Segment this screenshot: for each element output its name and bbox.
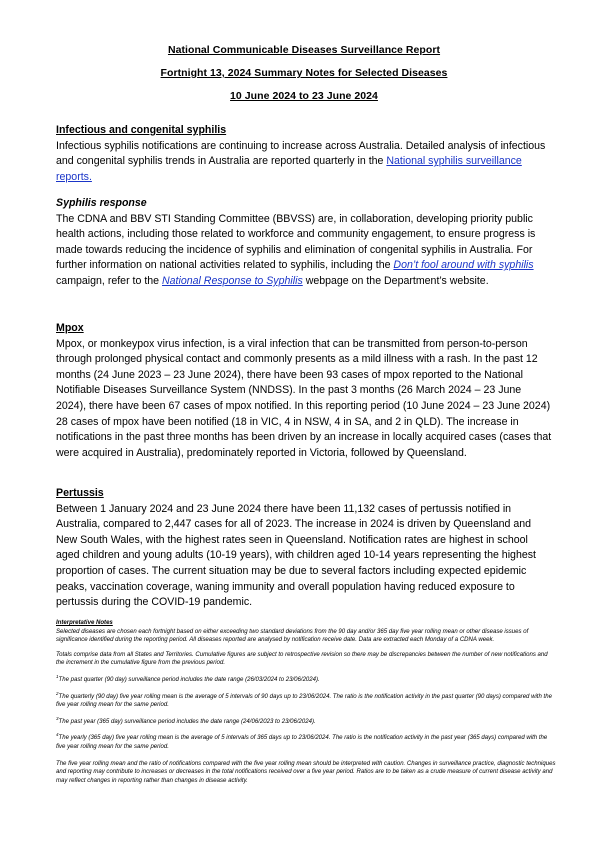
notes-paragraph-4 bbox=[56, 690, 556, 710]
notes-heading: Interpretative Notes bbox=[56, 620, 113, 626]
notes-paragraph-3 bbox=[56, 673, 556, 685]
syphilis-response-section bbox=[56, 196, 552, 290]
dont-fool-around-link[interactable]: Don’t fool around with syphilis bbox=[393, 259, 534, 272]
notes-paragraph-6-text: The yearly (365 day) five year rolling mean is the average of 5 intervals of 365 days up to 23/06/2024. The ratio is the notification activity in the past year (365 days) compared with the five year rolling mean for the same period. bbox=[56, 735, 548, 750]
syphilis-heading: Infectious and congenital syphilis bbox=[56, 124, 227, 136]
interpretative-notes bbox=[56, 619, 556, 785]
syphilis-section bbox=[56, 123, 552, 185]
syphilis-reports-link[interactable]: National syphilis surveillance reports. bbox=[56, 155, 522, 183]
footnote-marker-4: 4 bbox=[56, 732, 59, 738]
national-response-link[interactable]: National Response to Syphilis bbox=[162, 274, 303, 287]
pertussis-paragraph: Between 1 January 2024 and 23 June 2024 there have been 11,132 cases of pertussis notified in Australia, compared to 2,447 cases for all of 2023. The increase in 2024 is driven by Queensland and New South Wales, with the highest rates seen in Queensland. Notification rates are highest in school aged children and young adults (10-19 years), with children aged 10-14 years representing the highest proportion of cases. The current situation may be due to several factors including expected epidemic peaks, vaccination coverage, waning immunity and overall population having reduced exposure to pertussis during the COVID-19 pandemic. bbox=[56, 502, 536, 609]
footnote-marker-2: 2 bbox=[56, 690, 59, 696]
syphilis-paragraph bbox=[56, 139, 552, 186]
syphilis-text: Infectious syphilis notifications are continuing to increase across Australia. Detailed analysis of infectious and congenital syphilis trends in Australia are reported quarterly in the bbox=[56, 139, 546, 168]
syphilis-response-text-2: campaign, refer to the bbox=[56, 274, 162, 287]
report-date-range: 10 June 2024 to 23 June 2024 bbox=[230, 90, 378, 102]
syphilis-response-paragraph bbox=[56, 212, 552, 290]
mpox-paragraph: Mpox, or monkeypox virus infection, is a viral infection that can be transmitted from person-to-person through prolonged physical contact and commonly presents as a mild illness with a rash. In the past 12 months (24 June 2023 – 23 June 2024), there have been 93 cases of mpox reported to the National Notifiable Diseases Surveillance System (NNDSS). In the past 3 months (26 March 2024 – 23 June 2024), there have been 67 cases of mpox notified. In this reporting period (10 June 2024 – 23 June 2024) 28 cases of mpox have been notified (18 in VIC, 4 in NSW, 4 in SA, and 2 in QLD). The increase in notifications in the past three months has been driven by an increase in locally acquired cases (cases that were acquired in Australia), predominately reported in Victoria, followed by Queensland. bbox=[56, 337, 552, 459]
notes-paragraph-5-text: The past year (365 day) surveillance period includes the date range (24/06/2023 to 23/06/2024). bbox=[58, 718, 316, 725]
syphilis-response-text-3: webpage on the Department’s website. bbox=[302, 274, 489, 287]
report-title: National Communicable Diseases Surveillance Report bbox=[167, 44, 441, 56]
syphilis-response-heading: Syphilis response bbox=[56, 197, 147, 209]
footnote-marker-3: 3 bbox=[56, 715, 59, 721]
pertussis-section bbox=[56, 486, 552, 611]
pertussis-heading: Pertussis bbox=[56, 487, 104, 499]
syphilis-response-text-1: The CDNA and BBV STI Standing Committee (BBVSS) are, in collaboration, developing priority public health actions, including those related to workforce and community engagement, to ensure progress is made towards reducing the incidence of syphilis and elimination of congenital syphilis in Australia. For further information on national activities related to syphilis, including the bbox=[56, 212, 536, 272]
notes-paragraph-6 bbox=[56, 734, 556, 751]
notes-paragraph-7: The five year rolling mean and the ratio of notifications compared with the five year rolling mean should be interpreted with caution. Changes in surveillance practice, diagnostic techniques and reporting may contribute to increases or decreases in the total notifications received over a five year period. Ratios are to be taken as a crude measure of current disease activity and may reflect changes in reporting rather than changes in disease activity. bbox=[56, 760, 556, 784]
notes-paragraph-3-text: The past quarter (90 day) surveillance period includes the date range (26/03/2024 to 23/06/2024). bbox=[58, 676, 320, 683]
notes-paragraph-5 bbox=[56, 715, 556, 727]
report-subtitle: Fortnight 13, 2024 Summary Notes for Selected Diseases bbox=[160, 67, 448, 79]
notes-paragraph-4-text: The quarterly (90 day) five year rolling mean is the average of 5 intervals of 90 days up to 23/06/2024. The ratio is the notification activity in the past quarter (90 days) compared with the five year rolling mean for the same period. bbox=[56, 693, 552, 709]
notes-paragraph-2: Totals comprise data from all States and Territories. Cumulative figures are subject to retrospective revision so there may be discrepancies between the number of new notifications and the increment in the cumulative figure from the previous period. bbox=[56, 651, 548, 667]
mpox-section bbox=[56, 321, 552, 461]
notes-paragraph-1: Selected diseases are chosen each fortnight based on either exceeding two standard deviations from the 90 day and/or 365 day five year rolling mean or other disease issues of significance identified during the reporting period. All diseases reported are analysed by notification receive date. Data are extracted each Monday of a CDNA week. bbox=[56, 628, 529, 644]
mpox-heading: Mpox bbox=[56, 322, 84, 334]
footnote-marker-1: 1 bbox=[56, 673, 59, 679]
